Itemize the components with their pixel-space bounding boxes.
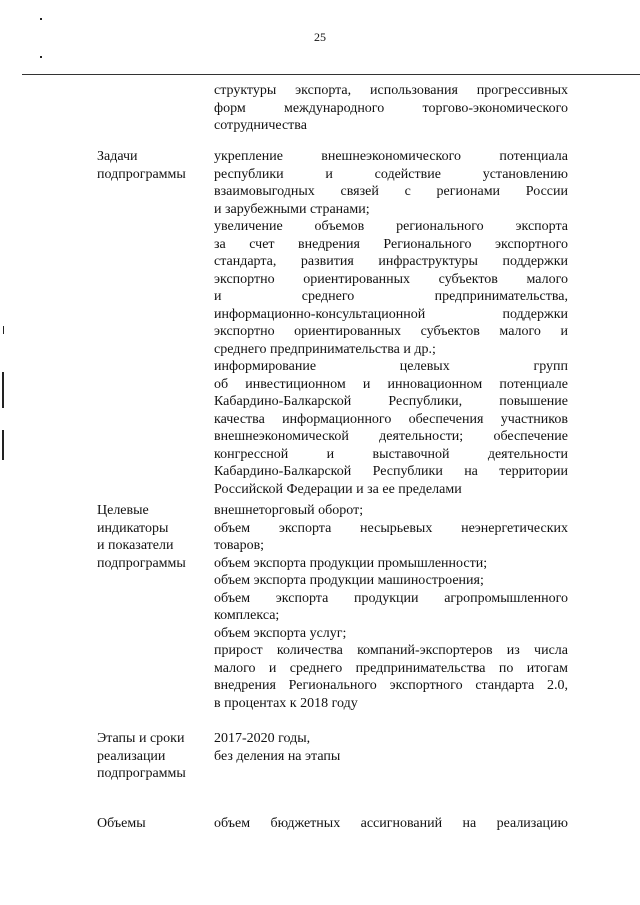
content-line: комплекса;: [214, 608, 280, 623]
content-line: внешнеэкономической деятельности; обеспечение: [214, 429, 568, 444]
content-line: информационно-консультационной поддержки: [214, 306, 568, 322]
content-line: стандарта, развития инфраструктуры поддержки: [214, 254, 568, 269]
content-line: без деления на этапы: [214, 748, 341, 764]
content-line: объем экспорта продукции машиностроения;: [214, 573, 484, 588]
content-line: форм международного торгово-экономического: [214, 100, 568, 116]
content-line: товаров;: [214, 538, 265, 553]
row-label: [97, 730, 207, 783]
content-line: 2017-2020 годы,: [214, 731, 311, 746]
scan-mark: [2, 430, 4, 460]
label-line: Целевые: [97, 503, 149, 518]
label-line: индикаторы: [97, 520, 169, 536]
label-line: подпрограммы: [97, 766, 186, 781]
content-line: Кабардино-Балкарской Республики на территории: [214, 464, 568, 479]
label-line: подпрограммы: [97, 555, 186, 571]
row-content: [214, 502, 568, 712]
content-line: Кабардино-Балкарской Республики, повышение: [214, 394, 568, 409]
page-number: 25: [314, 30, 326, 44]
content-line: внешнеторговый оборот;: [214, 503, 364, 518]
row-content: [214, 815, 568, 833]
content-line: взаимовыгодных связей с регионами России: [214, 184, 568, 199]
scan-mark: [3, 326, 4, 334]
row-content: [214, 148, 568, 498]
content-line: информирование целевых групп: [214, 359, 568, 374]
content-line: сотрудничества: [214, 118, 307, 133]
content-line: объем экспорта продукции промышленности;: [214, 555, 488, 571]
content-line: в процентах к 2018 году: [214, 695, 358, 711]
content-line: Российской Федерации и за ее пределами: [214, 481, 462, 497]
content-line: структуры экспорта, использования прогрессивных: [214, 83, 568, 98]
content-line: малого и среднего предпринимательства по итогам: [214, 660, 568, 676]
label-line: реализации: [97, 748, 166, 764]
row-content: [214, 730, 568, 765]
label-line: и показатели: [97, 538, 174, 553]
label-line: Объемы: [97, 816, 146, 831]
content-line: об инвестиционном и инновационном потенциале: [214, 376, 568, 392]
content-line: объем экспорта несырьевых неэнергетических: [214, 520, 568, 536]
row-label: [97, 502, 207, 572]
content-line: объем экспорта продукции агропромышленного: [214, 590, 568, 606]
header-rule: [22, 74, 640, 75]
content-line: прирост количества компаний-экспортеров из числа: [214, 643, 568, 658]
scan-mark: [2, 372, 4, 408]
content-line: и зарубежными странами;: [214, 201, 370, 217]
row-content: [214, 82, 568, 135]
label-line: подпрограммы: [97, 166, 186, 182]
label-line: Этапы и сроки: [97, 731, 185, 746]
content-line: конгрессной и выставочной деятельности: [214, 446, 568, 462]
content-line: экспортно ориентированных субъектов малого и: [214, 324, 568, 339]
content-line: и среднего предпринимательства,: [214, 289, 568, 304]
content-line: экспортно ориентированных субъектов малого: [214, 271, 568, 287]
content-line: качества информационного обеспечения участников: [214, 411, 568, 427]
scan-mark: [40, 56, 42, 58]
content-line: республики и содействие установлению: [214, 166, 568, 182]
content-line: среднего предпринимательства и др.;: [214, 341, 436, 357]
row-label: [97, 815, 207, 833]
content-line: увеличение объемов регионального экспорта: [214, 219, 568, 234]
content-line: объем экспорта услуг;: [214, 625, 347, 641]
content-line: за счет внедрения Регионального экспортного: [214, 236, 568, 252]
content-line: укрепление внешнеэкономического потенциала: [214, 149, 568, 164]
label-line: Задачи: [97, 149, 138, 164]
row-label: [97, 148, 207, 183]
content-line: внедрения Регионального экспортного стандарта 2.0,: [214, 678, 568, 693]
scan-mark: [40, 18, 42, 20]
content-line: объем бюджетных ассигнований на реализацию: [214, 816, 568, 831]
